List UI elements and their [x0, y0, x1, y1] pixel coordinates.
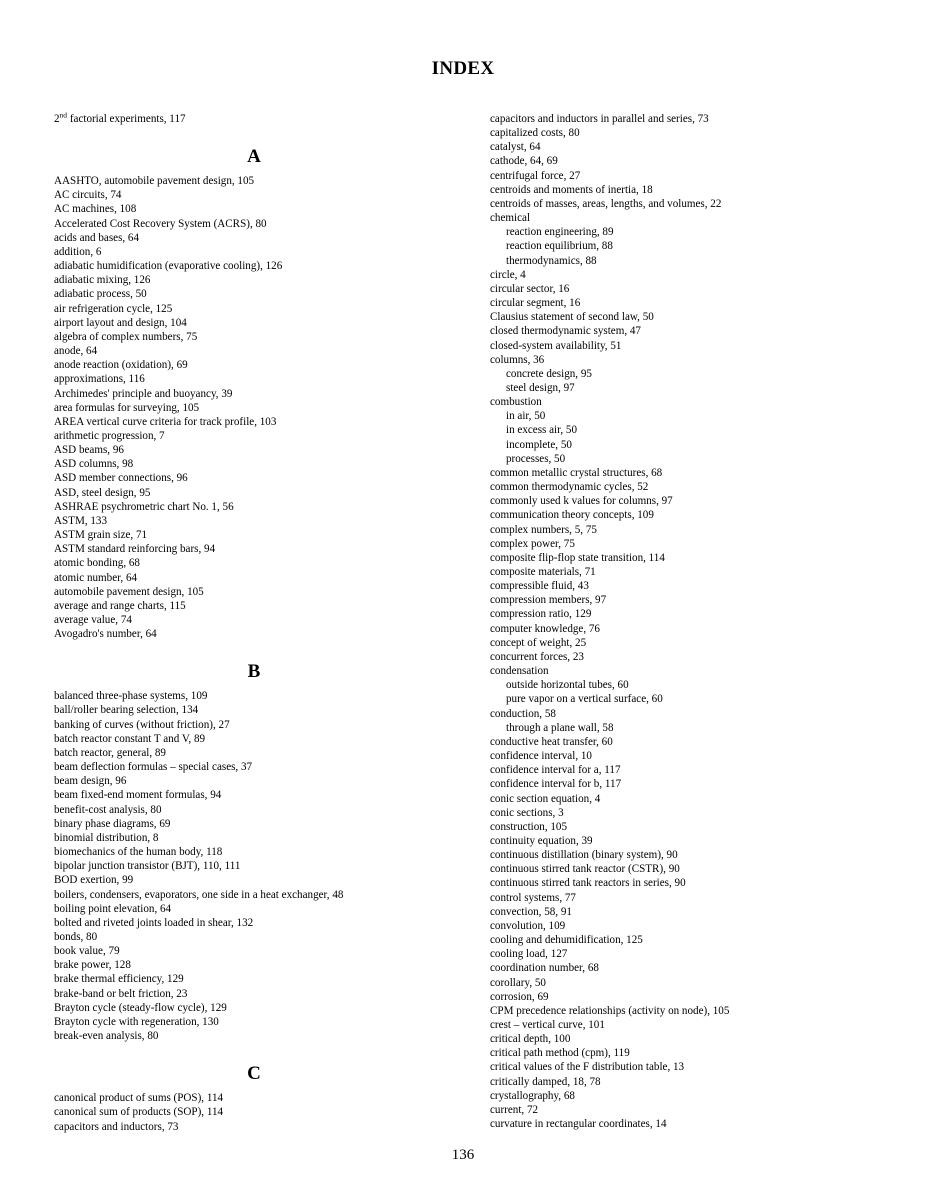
index-entry: biomechanics of the human body, 118 [54, 846, 223, 859]
index-entry: brake thermal efficiency, 129 [54, 973, 184, 986]
index-entry: compressible fluid, 43 [490, 580, 589, 593]
index-entry: confidence interval, 10 [490, 750, 592, 763]
index-column-left [54, 112, 454, 1134]
index-entry: automobile pavement design, 105 [54, 585, 204, 598]
index-entry: algebra of complex numbers, 75 [54, 330, 198, 343]
index-entry: brake power, 128 [54, 959, 131, 972]
index-subentry: pure vapor on a vertical surface, 60 [506, 693, 663, 706]
index-entry: ball/roller bearing selection, 134 [54, 704, 199, 717]
index-entry: arithmetic progression, 7 [54, 429, 165, 442]
index-entry: crest – vertical curve, 101 [490, 1019, 605, 1031]
index-entry: CPM precedence relationships (activity on node), 105 [490, 1004, 730, 1017]
index-subentry: thermodynamics, 88 [506, 254, 597, 267]
index-entry: approximations, 116 [54, 373, 145, 386]
index-entry: conic sections, 3 [490, 806, 564, 819]
prelude-text: factorial experiments, 117 [67, 113, 186, 125]
index-entry: atomic bonding, 68 [54, 557, 140, 570]
index-entry: corrosion, 69 [490, 990, 549, 1003]
index-entry: ASTM grain size, 71 [54, 529, 148, 542]
index-entry: Avogadro's number, 64 [54, 628, 157, 641]
index-entry: bolted and riveted joints loaded in shear, 132 [54, 916, 254, 929]
index-entry: corollary, 50 [490, 976, 546, 989]
index-entry: common metallic crystal structures, 68 [490, 466, 663, 479]
index-subentry: steel design, 97 [506, 381, 575, 394]
index-entry: commonly used k values for columns, 97 [490, 495, 673, 508]
index-entry: continuous distillation (binary system), 90 [490, 849, 678, 862]
index-entry: AC circuits, 74 [54, 189, 122, 202]
index-entry: capacitors and inductors, 73 [54, 1120, 179, 1133]
index-entry: circular sector, 16 [490, 282, 570, 295]
index-subentry: processes, 50 [506, 452, 566, 465]
index-entry: anode, 64 [54, 345, 98, 358]
index-subentry: incomplete, 50 [506, 438, 572, 451]
index-entry: closed-system availability, 51 [490, 339, 622, 352]
index-entry: adiabatic process, 50 [54, 288, 147, 301]
page-title: INDEX [431, 58, 495, 79]
prelude-superscript: nd [59, 110, 68, 120]
index-entry: batch reactor, general, 89 [54, 746, 166, 759]
index-entry: control systems, 77 [490, 891, 576, 904]
index-subentry: in excess air, 50 [506, 424, 578, 437]
index-entry: bonds, 80 [54, 930, 98, 943]
index-entry: compression members, 97 [490, 594, 607, 607]
section-letter-a: A [247, 146, 261, 168]
index-entry: ASD columns, 98 [54, 458, 134, 471]
index-entry: complex power, 75 [490, 537, 575, 550]
index-sections [54, 146, 454, 1134]
index-entry: air refrigeration cycle, 125 [54, 302, 173, 315]
index-entry: crystallography, 68 [490, 1089, 575, 1102]
index-subentry: reaction engineering, 89 [506, 226, 614, 239]
index-entry: conic section equation, 4 [490, 792, 601, 805]
index-entry: atomic number, 64 [54, 571, 138, 584]
index-column-right [490, 112, 900, 1131]
index-entry: concept of weight, 25 [490, 636, 587, 649]
index-entry: communication theory concepts, 109 [490, 509, 654, 522]
index-entry: batch reactor constant T and V, 89 [54, 732, 206, 745]
index-entry: addition, 6 [54, 245, 102, 258]
index-entry: combustion [490, 396, 542, 409]
index-entry: Brayton cycle with regeneration, 130 [54, 1015, 219, 1028]
index-entry: confidence interval for b, 117 [490, 778, 622, 791]
index-entry: compression ratio, 129 [490, 608, 592, 621]
index-entry: circle, 4 [490, 268, 526, 281]
index-entry: curvature in rectangular coordinates, 14 [490, 1118, 667, 1131]
index-entry: adiabatic humidification (evaporative cooling), 126 [54, 260, 283, 273]
index-entry: cathode, 64, 69 [490, 155, 558, 168]
index-entry: critical values of the F distribution table, 13 [490, 1061, 685, 1074]
index-entry: circular segment, 16 [490, 297, 581, 310]
index-entry: AREA vertical curve criteria for track profile, 103 [54, 415, 277, 428]
index-entry: canonical sum of products (SOP), 114 [54, 1106, 224, 1119]
index-entry: coordination number, 68 [490, 962, 599, 975]
index-entry: acids and bases, 64 [54, 231, 140, 244]
index-entry: binary phase diagrams, 69 [54, 817, 171, 830]
index-entry: conductive heat transfer, 60 [490, 735, 613, 748]
index-entry: anode reaction (oxidation), 69 [54, 359, 188, 372]
index-entry: closed thermodynamic system, 47 [490, 325, 641, 338]
index-entry: complex numbers, 5, 75 [490, 523, 597, 536]
index-entry: beam design, 96 [54, 775, 127, 788]
index-entry: balanced three-phase systems, 109 [54, 690, 208, 703]
index-entry: condensation [490, 665, 549, 678]
index-entry: concurrent forces, 23 [490, 650, 584, 663]
index-entry: ASTM, 133 [54, 514, 108, 527]
index-entry: bipolar junction transistor (BJT), 110, 111 [54, 860, 241, 873]
index-subentry: through a plane wall, 58 [506, 721, 614, 734]
index-entry: composite flip-flop state transition, 114 [490, 551, 665, 564]
index-entry: cooling and dehumidification, 125 [490, 934, 643, 947]
index-entry: ASHRAE psychrometric chart No. 1, 56 [54, 500, 234, 513]
index-entry: convolution, 109 [490, 919, 566, 932]
index-entry: composite materials, 71 [490, 566, 596, 578]
index-subentry: reaction equilibrium, 88 [506, 240, 613, 253]
index-entry: columns, 36 [490, 353, 545, 366]
index-entry: critical path method (cpm), 119 [490, 1047, 630, 1060]
index-entry: AC machines, 108 [54, 203, 137, 216]
index-entry: average value, 74 [54, 614, 132, 626]
index-entry: convection, 58, 91 [490, 905, 572, 918]
index-entry: centroids of masses, areas, lengths, and volumes, 22 [490, 197, 722, 210]
index-entry: construction, 105 [490, 820, 568, 833]
index-entry: confidence interval for a, 117 [490, 764, 621, 777]
index-entry: beam deflection formulas – special cases, 37 [54, 761, 253, 774]
index-entry: capacitors and inductors in parallel and series, 73 [490, 113, 709, 125]
index-entry: book value, 79 [54, 945, 120, 958]
index-entry: current, 72 [490, 1103, 539, 1116]
index-entry: binomial distribution, 8 [54, 831, 159, 844]
index-subentry: in air, 50 [506, 410, 546, 423]
index-entry: Brayton cycle (steady-flow cycle), 129 [54, 1001, 227, 1014]
index-entry: centrifugal force, 27 [490, 169, 581, 182]
index-entry: continuity equation, 39 [490, 834, 593, 847]
index-entry: critically damped, 18, 78 [490, 1075, 601, 1088]
page-number: 136 [451, 1147, 475, 1163]
index-entry: common thermodynamic cycles, 52 [490, 481, 649, 494]
index-subentry: concrete design, 95 [506, 367, 592, 380]
index-entry: airport layout and design, 104 [54, 316, 187, 329]
index-entry: boilers, condensers, evaporators, one side in a heat exchanger, 48 [54, 888, 344, 901]
section-letter-c: C [247, 1063, 261, 1085]
index-entry: ASD member connections, 96 [54, 472, 188, 485]
index-entry: canonical product of sums (POS), 114 [54, 1092, 224, 1105]
index-entry: chemical [490, 212, 531, 225]
index-entry: Accelerated Cost Recovery System (ACRS), 80 [54, 217, 267, 230]
index-entry: brake-band or belt friction, 23 [54, 987, 188, 1000]
index-entry: break-even analysis, 80 [54, 1030, 159, 1043]
index-entry: ASTM standard reinforcing bars, 94 [54, 543, 216, 556]
index-entry: continuous stirred tank reactor (CSTR), 90 [490, 863, 680, 876]
index-entry: adiabatic mixing, 126 [54, 274, 151, 287]
section-letter-b: B [247, 661, 261, 683]
index-entry: benefit-cost analysis, 80 [54, 803, 162, 816]
index-entry: boiling point elevation, 64 [54, 902, 172, 915]
index-entry: computer knowledge, 76 [490, 622, 600, 635]
index-entry: area formulas for surveying, 105 [54, 401, 200, 414]
index-entry: continuous stirred tank reactors in series, 90 [490, 877, 686, 890]
index-entry: centroids and moments of inertia, 18 [490, 183, 653, 196]
index-entry: cooling load, 127 [490, 948, 568, 961]
index-entry: BOD exertion, 99 [54, 874, 134, 887]
index-entry: capitalized costs, 80 [490, 127, 580, 140]
index-entry: catalyst, 64 [490, 141, 541, 154]
index-entry: conduction, 58 [490, 707, 556, 720]
index-entry: Clausius statement of second law, 50 [490, 311, 654, 324]
index-entry: Archimedes' principle and buoyancy, 39 [54, 387, 233, 400]
index-entry: ASD, steel design, 95 [54, 486, 151, 499]
index-entry: ASD beams, 96 [54, 444, 124, 457]
index-entry: banking of curves (without friction), 27 [54, 718, 230, 731]
index-entry-prelude [54, 112, 454, 126]
index-entry: average and range charts, 115 [54, 599, 186, 612]
index-subentry: outside horizontal tubes, 60 [506, 679, 629, 692]
prelude-number: 2 [54, 113, 60, 125]
index-entry: beam fixed-end moment formulas, 94 [54, 789, 222, 802]
index-entry: critical depth, 100 [490, 1033, 571, 1046]
index-entry: AASHTO, automobile pavement design, 105 [54, 175, 255, 188]
